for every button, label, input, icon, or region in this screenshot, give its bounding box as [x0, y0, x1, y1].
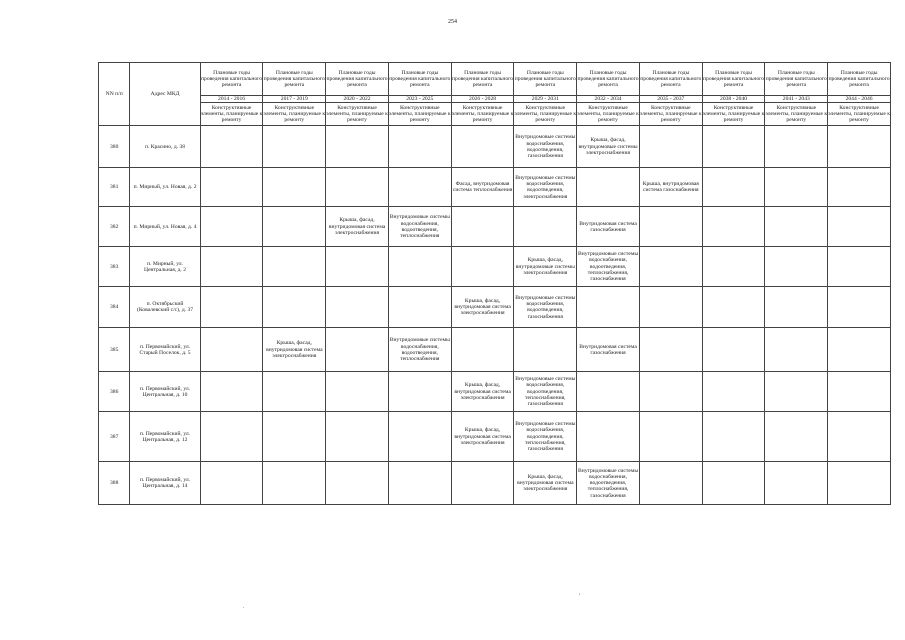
- repair-elements-cell: [828, 168, 891, 207]
- repair-elements-cell: [702, 412, 765, 462]
- header-elements-label: Конструктивные элементы, планируемые к ремонту: [388, 103, 451, 126]
- repair-elements-cell: [702, 168, 765, 207]
- repair-elements-cell: Внутридомовая система газоснабжения: [577, 328, 640, 372]
- header-period-years: 2032 - 2034: [577, 96, 640, 103]
- header-period-years: 2026 - 2028: [451, 96, 514, 103]
- header-elements-label: Конструктивные элементы, планируемые к ремонту: [200, 103, 263, 126]
- repair-elements-cell: Внутридомовые системы водоснабжения, водоотведения, теплоснабжения: [388, 207, 451, 247]
- header-period-years: 2023 - 2025: [388, 96, 451, 103]
- row-number: 381: [99, 168, 130, 207]
- repair-elements-cell: [702, 287, 765, 328]
- row-address: п. Мирный, ул. Центральная, д. 2: [130, 247, 200, 287]
- repair-elements-cell: Крыша, фасад, внутридомовые системы электроснабжения: [514, 247, 577, 287]
- repair-elements-cell: [765, 207, 828, 247]
- row-number: 383: [99, 247, 130, 287]
- header-period-years: 2038 - 2040: [702, 96, 765, 103]
- repair-elements-cell: Крыша, фасад, внутридомовая система электроснабжения: [451, 412, 514, 462]
- repair-elements-cell: Внутридомовая система газоснабжения: [577, 207, 640, 247]
- row-number: 387: [99, 412, 130, 462]
- row-number: 386: [99, 372, 130, 412]
- scan-mark: ,: [579, 590, 581, 596]
- repair-elements-cell: [388, 287, 451, 328]
- repair-elements-cell: [326, 328, 389, 372]
- repair-elements-cell: [200, 168, 263, 207]
- repair-elements-cell: [263, 287, 326, 328]
- header-period-years: 2017 - 2019: [263, 96, 326, 103]
- repair-elements-cell: Внутридомовые системы водоснабжения, водоотведения, теплоснабжения, газоснабжения: [514, 372, 577, 412]
- table-row: [99, 126, 891, 168]
- repair-elements-cell: [326, 168, 389, 207]
- repair-elements-cell: [577, 287, 640, 328]
- header-period-label: Плановые годы проведения капитального ремонта: [702, 63, 765, 96]
- repair-elements-cell: [639, 372, 702, 412]
- header-period-years: 2029 - 2031: [514, 96, 577, 103]
- table-row: [99, 287, 891, 328]
- repair-elements-cell: [828, 247, 891, 287]
- repair-elements-cell: [828, 287, 891, 328]
- repair-elements-cell: Крыша, фасад, внутридомовая система электроснабжения: [451, 372, 514, 412]
- repair-elements-cell: [702, 126, 765, 168]
- repair-elements-cell: [388, 462, 451, 505]
- repair-elements-cell: [828, 126, 891, 168]
- header-period-label: Плановые годы проведения капитального ремонта: [263, 63, 326, 96]
- repair-elements-cell: [263, 412, 326, 462]
- repair-elements-cell: [765, 462, 828, 505]
- repair-elements-cell: [326, 126, 389, 168]
- repair-elements-cell: Внутридомовые системы водоснабжения, водоотведения, теплоснабжения, газоснабжения: [577, 247, 640, 287]
- repair-elements-cell: [388, 412, 451, 462]
- repair-elements-cell: [702, 328, 765, 372]
- repair-elements-cell: [388, 126, 451, 168]
- capital-repair-table: [98, 62, 891, 505]
- repair-elements-cell: [200, 462, 263, 505]
- table-row: [99, 412, 891, 462]
- row-number: 380: [99, 126, 130, 168]
- header-period-label: Плановые годы проведения капитального ремонта: [514, 63, 577, 96]
- row-address: п. Первомайский, ул. Центральная, д. 14: [130, 462, 200, 505]
- repair-elements-cell: [451, 328, 514, 372]
- header-period-label: Плановые годы проведения капитального ремонта: [639, 63, 702, 96]
- repair-elements-cell: [765, 412, 828, 462]
- repair-elements-cell: [765, 247, 828, 287]
- repair-elements-cell: [639, 126, 702, 168]
- repair-elements-cell: [639, 287, 702, 328]
- repair-elements-cell: [639, 328, 702, 372]
- repair-elements-cell: [326, 412, 389, 462]
- repair-elements-cell: [263, 247, 326, 287]
- repair-elements-cell: Крыша, внутридомовая система газоснабжения: [639, 168, 702, 207]
- repair-elements-cell: Внутридомовые системы водоснабжения, водоотведения, теплоснабжения: [388, 328, 451, 372]
- repair-elements-cell: [200, 412, 263, 462]
- row-number: 382: [99, 207, 130, 247]
- repair-elements-cell: [451, 247, 514, 287]
- header-period-years: 2041 - 2043: [765, 96, 828, 103]
- repair-elements-cell: [828, 462, 891, 505]
- repair-elements-cell: Крыша, фасад, внутридомовая система электроснабжения: [451, 287, 514, 328]
- header-period-label: Плановые годы проведения капитального ремонта: [828, 63, 891, 96]
- repair-elements-cell: [263, 372, 326, 412]
- repair-elements-cell: Крыша, фасад, внутридомовые системы электроснабжения: [577, 126, 640, 168]
- row-number: 385: [99, 328, 130, 372]
- repair-elements-cell: [828, 328, 891, 372]
- header-period-label: Плановые годы проведения капитального ремонта: [451, 63, 514, 96]
- repair-elements-cell: Внутридомовые системы водоснабжения, водоотведения, газоснабжения: [514, 126, 577, 168]
- table-row: [99, 247, 891, 287]
- repair-elements-cell: [451, 126, 514, 168]
- repair-elements-cell: Внутридомовые системы водоснабжения, водоотведения, газоснабжения: [514, 287, 577, 328]
- repair-elements-cell: Фасад, внутридомовая система теплоснабжения: [451, 168, 514, 207]
- repair-elements-cell: [702, 372, 765, 412]
- table-row: [99, 207, 891, 247]
- scan-mark: .: [243, 604, 245, 610]
- repair-elements-cell: [388, 372, 451, 412]
- repair-elements-cell: [263, 126, 326, 168]
- repair-elements-cell: [200, 247, 263, 287]
- repair-elements-cell: [765, 372, 828, 412]
- repair-elements-cell: Внутридомовые системы водоснабжения, водоотведения, теплоснабжения, газоснабжения: [577, 462, 640, 505]
- header-elements-label: Конструктивные элементы, планируемые к ремонту: [451, 103, 514, 126]
- header-elements-label: Конструктивные элементы, планируемые к ремонту: [263, 103, 326, 126]
- repair-elements-cell: [388, 168, 451, 207]
- repair-elements-cell: [388, 247, 451, 287]
- header-nn: NN п/п: [99, 63, 130, 126]
- header-period-label: Плановые годы проведения капитального ремонта: [765, 63, 828, 96]
- header-address: Адрес МКД: [130, 63, 200, 126]
- repair-elements-cell: [577, 168, 640, 207]
- repair-elements-cell: [200, 287, 263, 328]
- repair-elements-cell: Крыша, фасад, внутридомовая система электроснабжения: [326, 207, 389, 247]
- header-period-years: 2020 - 2022: [326, 96, 389, 103]
- repair-elements-cell: [451, 207, 514, 247]
- repair-elements-cell: [639, 462, 702, 505]
- header-period-years: 2044 - 2046: [828, 96, 891, 103]
- repair-elements-cell: [577, 372, 640, 412]
- repair-elements-cell: [326, 372, 389, 412]
- header-elements-label: Конструктивные элементы, планируемые к ремонту: [577, 103, 640, 126]
- row-number: 384: [99, 287, 130, 328]
- repair-elements-cell: [451, 462, 514, 505]
- header-period-label: Плановые годы проведения капитального ремонта: [326, 63, 389, 96]
- repair-elements-cell: Внутридомовые системы водоснабжения, водоотведения, электроснабжения: [514, 168, 577, 207]
- repair-elements-cell: [200, 207, 263, 247]
- repair-elements-cell: [702, 247, 765, 287]
- repair-elements-cell: [514, 328, 577, 372]
- repair-elements-cell: [828, 207, 891, 247]
- repair-elements-cell: [639, 412, 702, 462]
- header-period-label: Плановые годы проведения капитального ремонта: [577, 63, 640, 96]
- repair-elements-cell: [200, 126, 263, 168]
- repair-elements-cell: [263, 462, 326, 505]
- repair-elements-cell: Внутридомовые системы водоснабжения, водоотведения, теплоснабжения, газоснабжения: [514, 412, 577, 462]
- row-address: п. Мирный, ул. Новая, д. 2: [130, 168, 200, 207]
- repair-elements-cell: [765, 328, 828, 372]
- repair-elements-cell: [326, 247, 389, 287]
- row-address: п. Мирный, ул. Новая, д. 4: [130, 207, 200, 247]
- header-elements-label: Конструктивные элементы, планируемые к ремонту: [514, 103, 577, 126]
- repair-elements-cell: [828, 412, 891, 462]
- table-row: [99, 328, 891, 372]
- table-row: [99, 462, 891, 505]
- header-elements-label: Конструктивные элементы, планируемые к ремонту: [639, 103, 702, 126]
- row-address: п. Октябрьский (Ковалевский с/с), д. 37: [130, 287, 200, 328]
- page-number: 254: [448, 19, 457, 25]
- header-elements-label: Конструктивные элементы, планируемые к ремонту: [702, 103, 765, 126]
- repair-elements-cell: [514, 207, 577, 247]
- repair-elements-cell: [326, 287, 389, 328]
- repair-elements-cell: [263, 207, 326, 247]
- repair-elements-cell: [765, 126, 828, 168]
- header-period-years: 2035 - 2037: [639, 96, 702, 103]
- row-address: п. Первомайский, ул. Центральная, д. 12: [130, 412, 200, 462]
- header-period-label: Плановые годы проведения капитального ремонта: [200, 63, 263, 96]
- repair-elements-cell: [639, 207, 702, 247]
- repair-elements-cell: [765, 168, 828, 207]
- repair-elements-cell: [263, 168, 326, 207]
- header-elements-label: Конструктивные элементы, планируемые к ремонту: [765, 103, 828, 126]
- repair-elements-cell: [577, 412, 640, 462]
- repair-elements-cell: [702, 207, 765, 247]
- repair-elements-cell: [702, 462, 765, 505]
- repair-elements-cell: [828, 372, 891, 412]
- header-elements-label: Конструктивные элементы, планируемые к ремонту: [326, 103, 389, 126]
- row-address: п. Первомайский, ул. Старый Поселок, д. 5: [130, 328, 200, 372]
- repair-elements-cell: [200, 328, 263, 372]
- row-address: п. Первомайский, ул. Центральная, д. 10: [130, 372, 200, 412]
- repair-elements-cell: [200, 372, 263, 412]
- table-row: [99, 168, 891, 207]
- header-elements-label: Конструктивные элементы, планируемые к ремонту: [828, 103, 891, 126]
- repair-elements-cell: [326, 462, 389, 505]
- header-period-years: 2014 - 2016: [200, 96, 263, 103]
- row-address: п. Красино, д. 38: [130, 126, 200, 168]
- repair-elements-cell: Крыша, фасад, внутридомовая система электроснабжения: [263, 328, 326, 372]
- header-period-label: Плановые годы проведения капитального ремонта: [388, 63, 451, 96]
- table-row: [99, 372, 891, 412]
- repair-elements-cell: [639, 247, 702, 287]
- repair-elements-cell: Крыша, фасад, внутридомовая система электроснабжения: [514, 462, 577, 505]
- repair-elements-cell: [765, 287, 828, 328]
- row-number: 388: [99, 462, 130, 505]
